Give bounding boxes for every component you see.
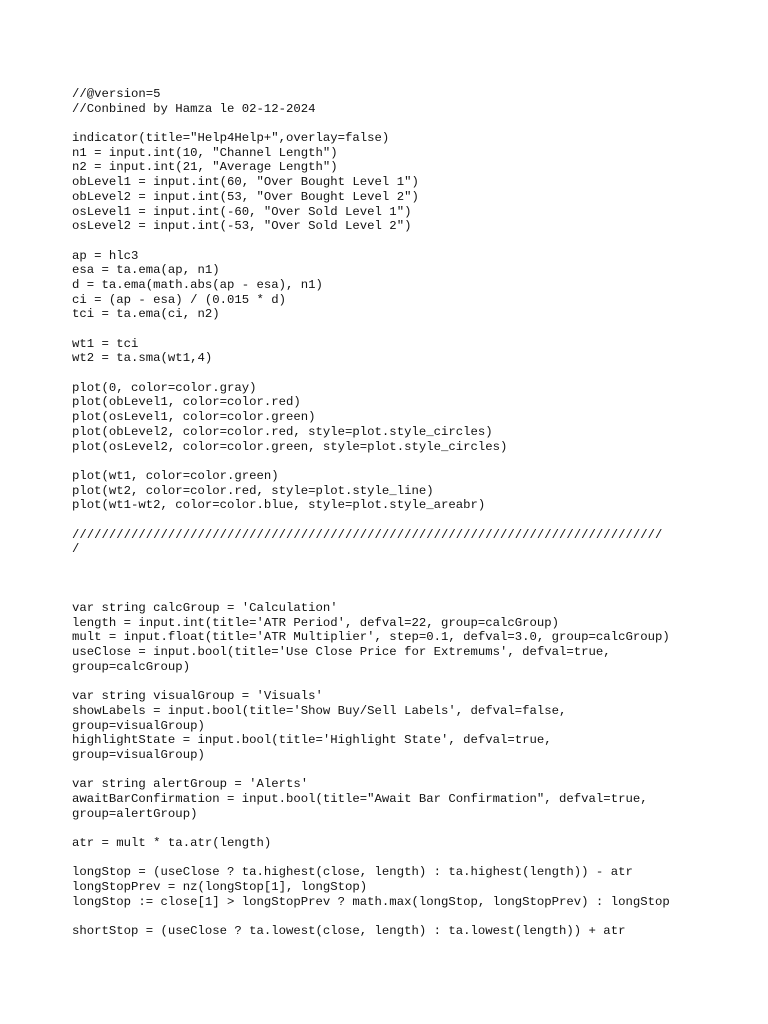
code-line: plot(wt2, color=color.red, style=plot.style_line) xyxy=(72,483,434,498)
code-line: d = ta.ema(math.abs(ap - esa), n1) xyxy=(72,277,323,292)
code-line: n2 = input.int(21, "Average Length") xyxy=(72,160,338,175)
code-line: mult = input.float(title='ATR Multiplier', step=0.1, defval=3.0, group=calcGroup) xyxy=(72,630,670,645)
code-line: //////////////////////////////////////////////////////////////////////////////// xyxy=(72,527,663,542)
code-line: highlightState = input.bool(title='Highlight State', defval=true, xyxy=(72,733,552,748)
code-line: tci = ta.ema(ci, n2) xyxy=(72,307,220,322)
code-line: wt1 = tci xyxy=(72,336,139,351)
code-line: obLevel1 = input.int(60, "Over Bought Level 1") xyxy=(72,175,419,190)
code-line: osLevel2 = input.int(-53, "Over Sold Level 2") xyxy=(72,219,412,234)
code-line xyxy=(72,586,762,601)
code-line xyxy=(72,322,762,337)
code-line: / xyxy=(72,542,80,557)
code-line xyxy=(72,454,762,469)
code-line: shortStop = (useClose ? ta.lowest(close, length) : ta.lowest(length)) + atr xyxy=(72,924,626,939)
code-line xyxy=(72,366,762,381)
code-line xyxy=(72,851,762,866)
code-line xyxy=(72,513,762,528)
code-line: plot(wt1, color=color.green) xyxy=(72,468,279,483)
code-line: esa = ta.ema(ap, n1) xyxy=(72,263,220,278)
code-line xyxy=(72,675,762,690)
code-line: ap = hlc3 xyxy=(72,248,139,263)
code-line: group=alertGroup) xyxy=(72,806,198,821)
code-line: plot(wt1-wt2, color=color.blue, style=plot.style_areabr) xyxy=(72,498,486,513)
code-line: group=visualGroup) xyxy=(72,718,205,733)
code-line: osLevel1 = input.int(-60, "Over Sold Level 1") xyxy=(72,204,412,219)
code-line xyxy=(72,557,762,572)
code-line: atr = mult * ta.atr(length) xyxy=(72,836,272,851)
code-line: plot(osLevel1, color=color.green) xyxy=(72,410,316,425)
code-line: ci = (ap - esa) / (0.015 * d) xyxy=(72,292,287,307)
code-line: plot(0, color=color.gray) xyxy=(72,380,257,395)
code-line: wt2 = ta.sma(wt1,4) xyxy=(72,351,213,366)
code-line: useClose = input.bool(title='Use Close Price for Extremums', defval=true, xyxy=(72,645,611,660)
code-line xyxy=(72,572,762,587)
code-line: group=calcGroup) xyxy=(72,659,191,674)
code-line: showLabels = input.bool(title='Show Buy/Sell Labels', defval=false, xyxy=(72,703,567,718)
code-line xyxy=(72,763,762,778)
code-line xyxy=(72,234,762,249)
code-line: longStop = (useClose ? ta.highest(close, length) : ta.highest(length)) - atr xyxy=(72,865,633,880)
code-line: plot(obLevel2, color=color.red, style=plot.style_circles) xyxy=(72,424,493,439)
code-line: length = input.int(title='ATR Period', defval=22, group=calcGroup) xyxy=(72,615,560,630)
code-line: awaitBarConfirmation = input.bool(title="Await Bar Confirmation", defval=true, xyxy=(72,792,648,806)
code-line: var string alertGroup = 'Alerts' xyxy=(72,777,309,792)
code-line: //Conbined by Hamza le 02-12-2024 xyxy=(72,101,316,116)
code-line xyxy=(72,910,762,925)
code-line: //@version=5 xyxy=(72,87,161,101)
code-line: var string visualGroup = 'Visuals' xyxy=(72,689,323,704)
code-line xyxy=(72,821,762,836)
code-line: longStop := close[1] > longStopPrev ? math.max(longStop, longStopPrev) : longStop xyxy=(72,894,670,909)
code-line: plot(osLevel2, color=color.green, style=plot.style_circles) xyxy=(72,439,508,454)
code-line: n1 = input.int(10, "Channel Length") xyxy=(72,145,338,160)
code-line: longStopPrev = nz(longStop[1], longStop) xyxy=(72,880,368,895)
code-line xyxy=(72,116,762,131)
code-line: obLevel2 = input.int(53, "Over Bought Level 2") xyxy=(72,189,419,204)
code-listing xyxy=(72,87,762,939)
code-line: indicator(title="Help4Help+",overlay=false) xyxy=(72,131,390,146)
code-line: var string calcGroup = 'Calculation' xyxy=(72,601,338,616)
code-line: plot(obLevel1, color=color.red) xyxy=(72,395,301,410)
code-line: group=visualGroup) xyxy=(72,747,205,762)
